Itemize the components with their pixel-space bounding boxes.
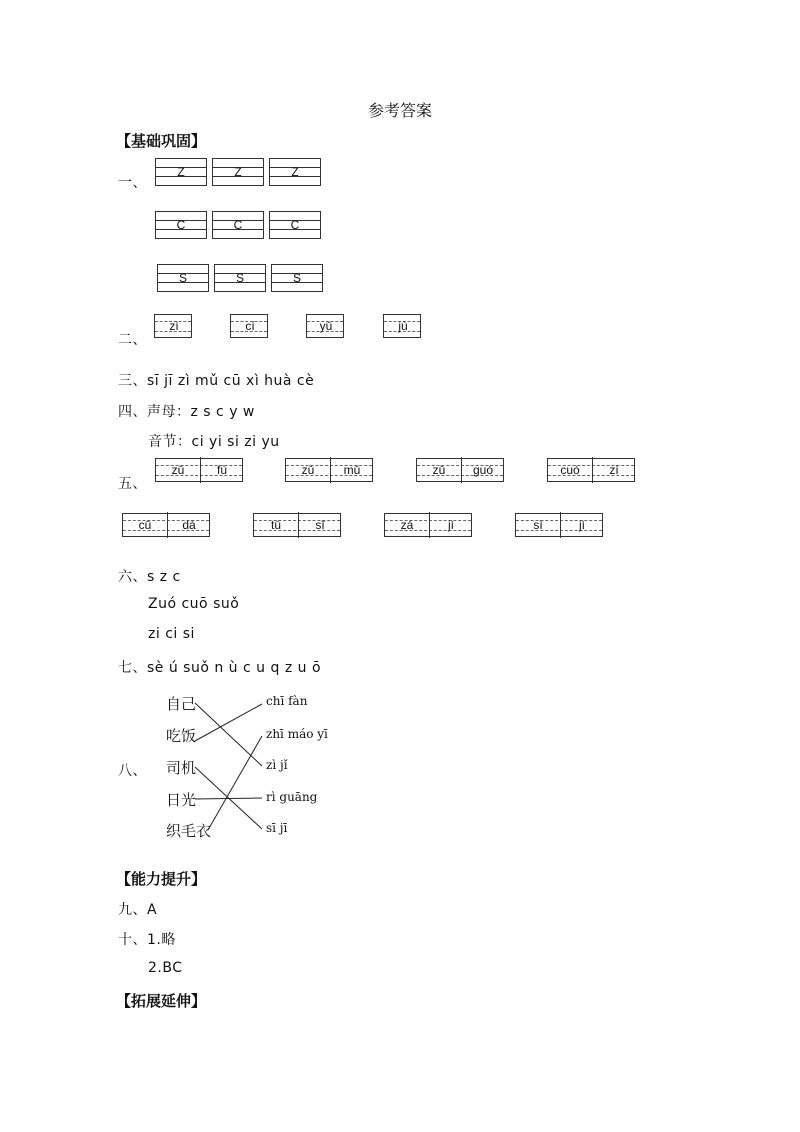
match-right-4: rì guāng: [266, 790, 318, 804]
q2-label: 二、: [118, 332, 147, 348]
match-left-3: 司机: [166, 759, 197, 777]
q6-line3: zi ci si: [148, 626, 195, 642]
pinyin-syllable: zì: [169, 319, 179, 333]
writing-box-letter: Z: [291, 165, 299, 179]
q10-line1: 十、1.略: [118, 932, 176, 948]
pinyin-syllable: cí: [245, 319, 255, 333]
match-line-1: [195, 703, 262, 766]
pinyin-syllable: tǔ: [270, 518, 281, 532]
pinyin-syllable: dà: [182, 518, 196, 532]
pinyin-syllable: sì: [533, 518, 543, 532]
match-left-4: 日光: [166, 791, 197, 809]
q4-line1: 四、声母：z s c y w: [118, 404, 255, 420]
writing-box-letter: S: [235, 271, 244, 285]
match-left-5: 织毛衣: [166, 822, 212, 840]
match-left-1: 自己: [166, 695, 197, 713]
pinyin-syllable: zǔ: [171, 463, 185, 477]
writing-box-letter: C: [233, 218, 243, 232]
match-left-2: 吃饭: [166, 727, 197, 745]
pinyin-syllable: yǔ: [319, 319, 333, 333]
match-right-2: zhī máo yī: [266, 727, 328, 741]
pinyin-syllable: sī: [315, 518, 325, 532]
q8-label: 八、: [118, 763, 147, 779]
q9-answer: 九、A: [118, 902, 158, 918]
writing-box-letter: S: [178, 271, 187, 285]
match-line-4: [195, 798, 262, 799]
pinyin-syllable: zì: [609, 463, 619, 477]
pinyin-syllable: cuò: [560, 463, 580, 477]
q1-label: 一、: [118, 175, 147, 191]
match-right-1: chī fàn: [266, 694, 308, 708]
pinyin-syllable: jì: [579, 518, 585, 532]
page-title: 参考答案: [367, 101, 432, 120]
q6-line1: 六、s z c: [118, 569, 181, 585]
section-ability: 【能力提升】: [116, 870, 207, 888]
pinyin-syllable: zǔ: [432, 463, 446, 477]
q5-label: 五、: [118, 476, 147, 492]
match-right-5: sī jī: [266, 821, 288, 835]
match-right-3: zì jǐ: [266, 758, 288, 772]
pinyin-syllable: guó: [472, 463, 494, 477]
section-basic: 【基础巩固】: [116, 132, 207, 150]
pinyin-syllable: cū: [138, 518, 152, 532]
pinyin-syllable: jì: [448, 518, 454, 532]
q4-line2: 音节：ci yi si zi yu: [148, 434, 280, 450]
match-line-2: [195, 704, 262, 741]
q3-answer: 三、sī jī zì mǔ cū xì huà cè: [118, 373, 315, 389]
q10-line2: 2.BC: [148, 960, 183, 976]
pinyin-syllable: mǔ: [343, 463, 361, 477]
pinyin-syllable: jù: [398, 319, 408, 333]
writing-box-letter: Z: [177, 165, 185, 179]
pinyin-syllable: zǔ: [301, 463, 315, 477]
writing-box-letter: C: [176, 218, 186, 232]
pinyin-syllable: fù: [216, 463, 227, 477]
match-line-5: [208, 736, 262, 830]
writing-box-letter: C: [290, 218, 300, 232]
writing-box-letter: S: [292, 271, 301, 285]
writing-box-letter: Z: [234, 165, 242, 179]
pinyin-syllable: zá: [400, 518, 414, 532]
section-extend: 【拓展延伸】: [116, 992, 207, 1010]
q7-answer: 七、sè ú suǒ n ù c u q z u ō: [118, 660, 322, 676]
q6-line2: Zuó cuō suǒ: [148, 596, 240, 612]
